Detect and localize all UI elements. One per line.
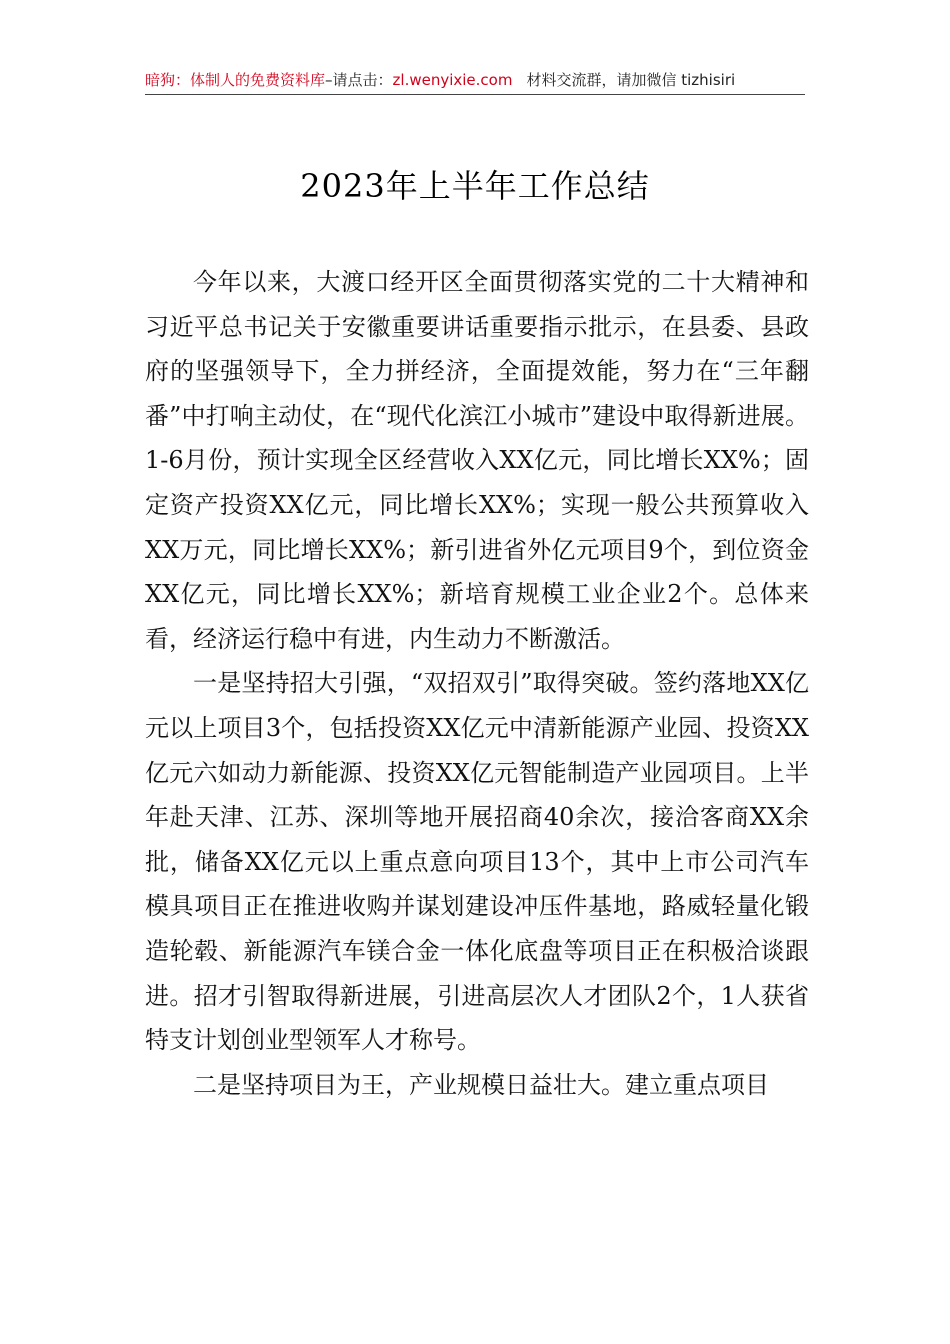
paragraph-intro: 今年以来，大渡口经开区全面贯彻落实党的二十大精神和习近平总书记关于安徽重要讲话重要指示批示，在县委、县政府的坚强领导下，全力拼经济，全面提效能，努力在“三年翻番”中打响主动仗，在“现代化滨江小城市”建设中取得新进展。1-6月份，预计实现全区经营收入XX亿元，同比增长XX%；固定资产投资XX亿元，同比增长XX%；实现一般公共预算收入XX万元，同比增长XX%；新引进省外亿元项目9个，到位资金XX亿元，同比增长XX%；新培育规模工业企业2个。总体来看，经济运行稳中有进，内生动力不断激活。 [145, 268, 809, 653]
paragraph-projects: 二是坚持项目为王，产业规模日益壮大。建立重点项目 [193, 1070, 769, 1099]
header-click-prompt: –请点击： [325, 71, 393, 89]
document-title: 2023年上半年工作总结 [300, 167, 650, 205]
header-contact-text: 材料交流群，请加微信 tizhisiri [526, 71, 736, 89]
document-body [145, 260, 809, 1107]
header-brand-text: 暗狗：体制人的免费资料库 [145, 71, 326, 89]
page-header [145, 68, 805, 95]
header-link[interactable]: zl.wenyixie.com [392, 71, 513, 89]
paragraph-investment: 一是坚持招大引强，“双招双引”取得突破。签约落地XX亿元以上项目3个，包括投资XX亿元中清新能源产业园、投资XX亿元六如动力新能源、投资XX亿元智能制造产业园项目。上半年赴天津、江苏、深圳等地开展招商40余次，接洽客商XX余批，储备XX亿元以上重点意向项目13个，其中上市公司汽车模具项目正在推进收购并谋划建设冲压件基地，路威轻量化锻造轮毂、新能源汽车镁合金一体化底盘等项目正在积极洽谈跟进。招才引智取得新进展，引进高层次人才团队2个，1人获省特支计划创业型领军人才称号。 [145, 669, 809, 1055]
